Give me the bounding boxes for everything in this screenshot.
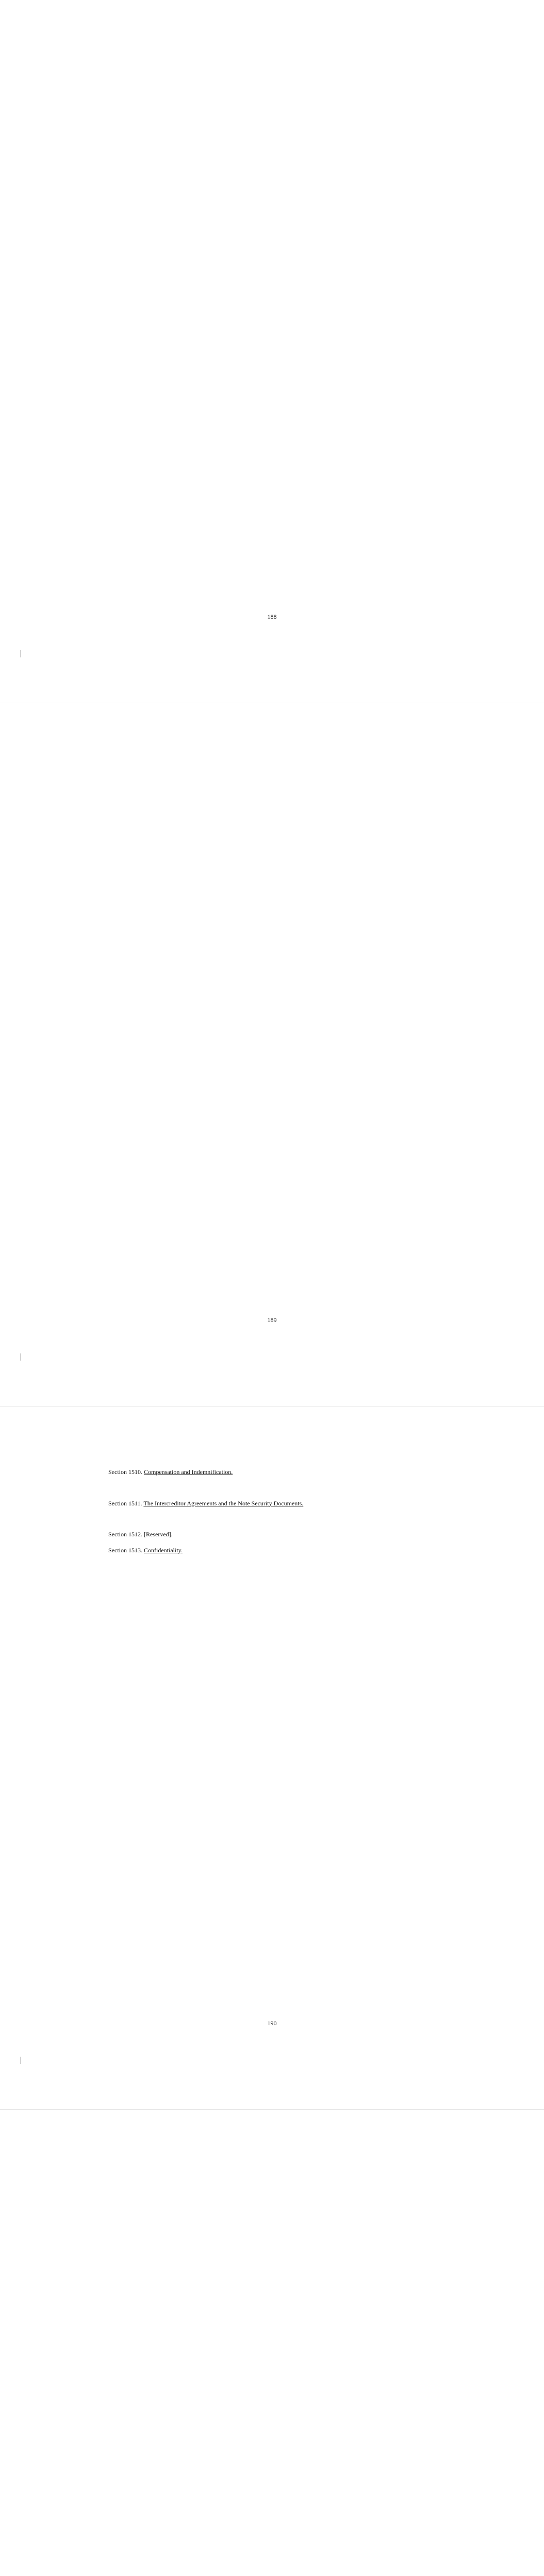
- section-1513-continued: [81, 2141, 463, 2148]
- document-page-188: [0, 0, 544, 703]
- section-1510-heading: [81, 1468, 463, 1477]
- paragraph-g: [81, 46, 463, 54]
- section-1513-body: [81, 1562, 463, 1570]
- section-number: Section 1513.: [108, 1546, 142, 1554]
- paragraph-m: [81, 796, 463, 804]
- paragraph-k: [81, 765, 463, 773]
- section-number: Section 1512.: [108, 1531, 142, 1538]
- paragraph-i-continued: [81, 734, 463, 742]
- section-1512-heading: [81, 1531, 463, 1539]
- page-number: 188: [267, 613, 277, 620]
- section-number: Section 1510.: [108, 1468, 142, 1476]
- paragraph-j: [81, 750, 463, 757]
- section-1511-body: [81, 1515, 463, 1523]
- section-number: Section 1511.: [108, 1499, 142, 1507]
- paragraph-l: [81, 781, 463, 788]
- section-1510-body: [81, 1484, 463, 1492]
- document-page-190: [0, 1406, 544, 2110]
- paragraph-m-continued: [81, 1437, 463, 1445]
- document-page-189: [0, 703, 544, 1406]
- paragraph-n: [81, 1453, 463, 1461]
- paragraph-n: [81, 811, 463, 819]
- section-title: The Intercreditor Agreements and the Note Security Documents.: [143, 1499, 304, 1507]
- section-title: Confidentiality.: [144, 1546, 183, 1554]
- paragraph-f: [81, 31, 463, 39]
- section-title: [Reserved].: [144, 1531, 173, 1538]
- section-1513-heading: [81, 1547, 463, 1555]
- document-page-191: [0, 2110, 544, 2576]
- paragraph-i: [81, 77, 463, 85]
- section-1511-heading: [81, 1500, 463, 1508]
- section-title: Compensation and Indemnification.: [144, 1468, 233, 1476]
- page-number: 190: [267, 2020, 277, 2027]
- page-number: 189: [267, 1316, 277, 1324]
- paragraph-h: [81, 62, 463, 70]
